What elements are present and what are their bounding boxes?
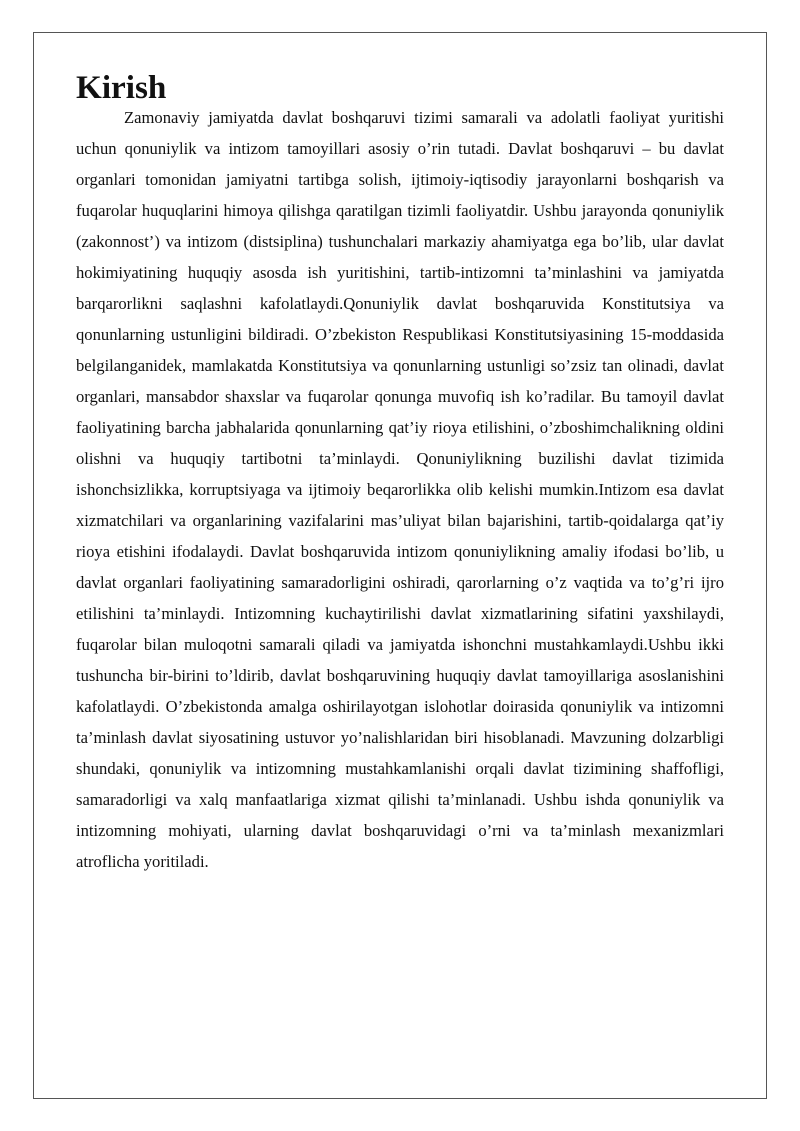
body-paragraph: Zamonaviy jamiyatda davlat boshqaruvi tizimi samarali va adolatli faoliyat yuritishi uchun qonuniylik va intizom tamoyillari asosiy o’rin tutadi. Davlat boshqaruvi – bu davlat organlari tomonidan jamiyatni tartibga solish, ijtimoiy-iqtisodiy jarayonlarni boshqarish va fuqarolar huquqlarini himoya qilishga qaratilgan tizimli faoliyatdir. Ushbu jarayonda qonuniylik (zakonnost’) va intizom (distsiplina) tushunchalari markaziy ahamiyatga ega bo’lib, ular davlat hokimiyatining huquqiy asosda ish yuritishini, tartib-intizomni ta’minlashini va jamiyatda barqarorlikni saqlashni kafolatlaydi.Qonuniylik davlat boshqaruvida Konstitutsiya va qonunlarning ustunligini bildiradi. O’zbekiston Respublikasi Konstitutsiyasining 15-moddasida belgilanganidek, mamlakatda Konstitutsiya va qonunlarning ustunligi so’zsiz tan olinadi, davlat organlari, mansabdor shaxslar va fuqarolar qonunga muvofiq ish ko’radilar. Bu tamoyil davlat faoliyatining barcha jabhalarida qonunlarning qat’iy rioya etilishini, o’zboshimchalikning oldini olishni va huquqiy tartibotni ta’minlaydi. Qonuniylikning buzilishi davlat tizimida ishonchsizlikka, korruptsiyaga va ijtimoiy beqarorlikka olib kelishi mumkin.Intizom esa davlat xizmatchilari va organlarining vazifalarini mas’uliyat bilan bajarishini, tartib-qoidalarga qat’iy rioya etishini ifodalaydi. Davlat boshqaruvida intizom qonuniylikning amaliy ifodasi bo’lib, u davlat organlari faoliyatining samaradorligini oshiradi, qarorlarning o’z vaqtida va to’g’ri ijro etilishini ta’minlaydi. Intizomning kuchaytirilishi davlat xizmatlarining sifatini yaxshilaydi, fuqarolar bilan muloqotni samarali qiladi va jamiyatda ishonchni mustahkamlaydi.Ushbu ikki tushuncha bir-birini to’ldirib, davlat boshqaruvining huquqiy davlat tamoyillariga asoslanishini kafolatlaydi. O’zbekistonda amalga oshirilayotgan islohotlar doirasida qonuniylik va intizomni ta’minlash davlat siyosatining ustuvor yo’nalishlaridan biri hisoblanadi. Mavzuning dolzarbligi shundaki, qonuniylik va intizomning mustahkamlanishi orqali davlat tizimining shaffofligi, samaradorligi va xalq manfaatlariga xizmat qilishi ta’minlanadi. Ushbu ishda qonuniylik va intizomning mohiyati, ularning davlat boshqaruvidagi o’rni va ta’minlash mexanizmlari atroflicha yoritiladi.: [76, 108, 724, 871]
section-heading: Kirish: [76, 69, 167, 106]
document-content: [76, 69, 724, 877]
